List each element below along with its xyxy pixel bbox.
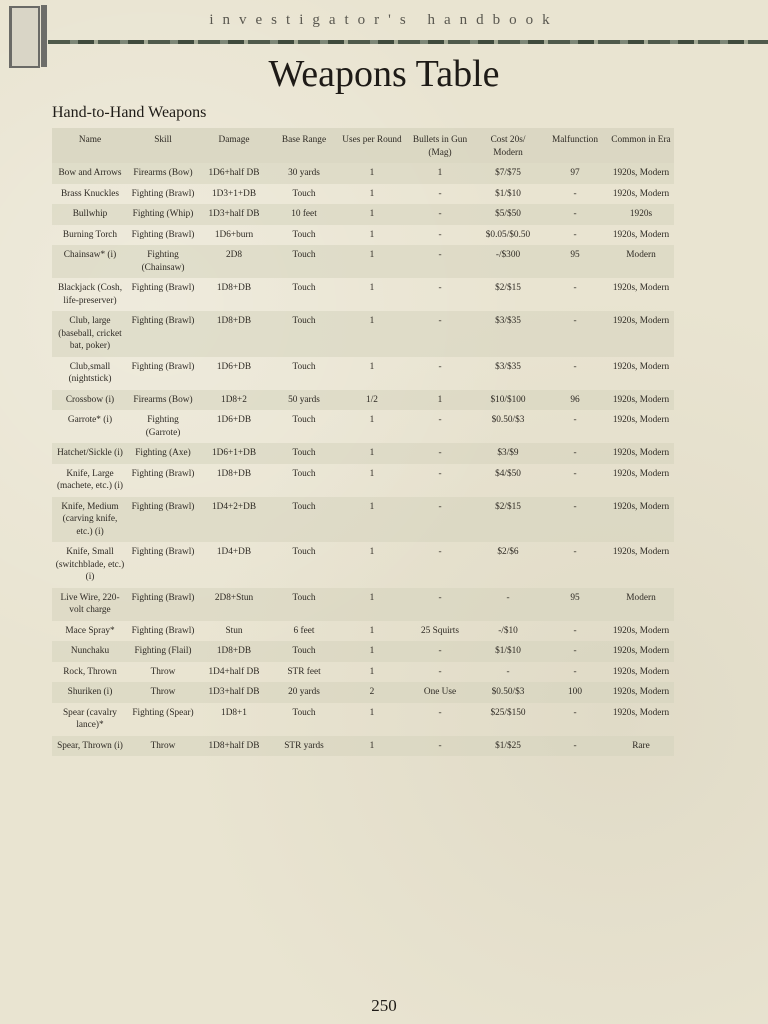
table-cell: 1D4+half DB [208,666,260,677]
table-row [52,736,674,757]
table-cell: $2/$6 [497,547,519,557]
table-cell: Stun [225,625,243,636]
table-cell: 1 [369,707,375,718]
table-cell: Brass Knuckles [60,188,120,199]
table-cell: 1 [369,415,375,425]
table-cell: Fighting (Whip) [128,204,198,225]
table-cell: 1920s, Modern [608,311,674,357]
table-cell: $1/$10 [495,188,521,199]
table-cell: 1920s, Modern [608,443,674,464]
table-cell: 1 [369,188,375,199]
table-cell: Fighting (Brawl) [128,588,198,621]
table-cell: $3/$35 [474,311,542,357]
column-header: Malfunction [542,128,608,163]
table-row [52,390,674,411]
table-row [52,225,674,246]
table-cell: 1 [338,204,406,225]
table-cell: - [438,188,442,199]
table-cell: 1 [338,163,406,184]
table-row [52,641,674,662]
table-cell: Touch [270,245,338,278]
table-cell: Touch [270,641,338,662]
table-cell: 1920s, Modern [608,163,674,184]
table-cell: -/$300 [474,245,542,278]
table-cell: Touch [292,547,316,557]
column-header: Damage [198,128,270,163]
table-cell: 1920s, Modern [608,641,674,662]
table-cell: 1D3+1+DB [211,188,257,199]
table-cell: Blackjack (Cosh, life-preserver) [57,283,123,306]
table-row [52,588,674,621]
table-cell: 1D8+1 [221,707,247,718]
table-cell: - [438,666,442,677]
table-cell: Nunchaku [52,641,128,662]
table-cell: 1920s, Modern [612,283,670,293]
table-cell: - [573,547,577,557]
table-cell: Modern [608,588,674,621]
table-cell: $25/$150 [490,707,526,718]
table-cell: Live Wire, 220-volt charge [52,588,128,621]
table-cell: - [573,707,577,718]
table-cell: Hatchet/Sickle (i) [52,443,128,464]
table-cell: - [406,204,474,225]
table-cell: Throw [150,666,176,677]
table-cell: 2D8+Stun [198,588,270,621]
table-cell: Throw [128,736,198,757]
table-cell: Fighting (Brawl) [131,229,195,240]
table-cell: - [506,666,510,677]
table-header-row [52,128,674,163]
table-cell: Knife, Medium (carving knife, etc.) (i) [52,497,128,543]
table-cell: Fighting (Brawl) [131,188,195,199]
table-cell: Bow and Arrows [52,163,128,184]
table-cell: Touch [292,707,316,718]
table-cell: Fighting (Brawl) [128,497,198,543]
table-cell: $0.05/$0.50 [485,229,531,240]
table-cell: 1D4+2+DB [198,497,270,543]
table-cell: 1920s, Modern [608,682,674,703]
table-cell: - [406,588,474,621]
table-cell: 1D8+2 [198,390,270,411]
table-cell: 1920s, Modern [612,229,670,240]
table-cell: 1 [406,390,474,411]
table-cell: 6 feet [293,625,315,636]
table-cell: 1D4+DB [216,547,252,557]
table-cell: $2/$15 [495,283,521,293]
table-cell: - [573,666,577,677]
table-cell: Touch [292,188,316,199]
table-cell: $10/$100 [474,390,542,411]
table-row [52,184,674,205]
table-cell: Firearms (Bow) [128,390,198,411]
table-cell: 1 [338,736,406,757]
table-cell: - [406,497,474,543]
table-cell: Throw [128,682,198,703]
table-cell: Fighting (Brawl) [131,547,195,557]
table-cell: 1 [369,625,375,636]
table-cell: Fighting (Chainsaw) [128,245,198,278]
table-cell: 1 [338,641,406,662]
table-cell: 1D3+half DB [198,682,270,703]
table-cell: Touch [292,468,316,479]
table-row [52,464,674,497]
table-cell: 1920s, Modern [612,707,670,718]
table-row [52,542,674,588]
table-cell: 97 [542,163,608,184]
table-cell: - [406,736,474,757]
table-row [52,682,674,703]
table-cell: $3/$9 [474,443,542,464]
table-cell: - [406,311,474,357]
table-cell: 1 [369,666,375,677]
table-cell: 1D8+half DB [198,736,270,757]
table-cell: $1/$10 [474,641,542,662]
table-cell: - [542,311,608,357]
table-row [52,278,674,311]
column-header: Common in Era [608,128,674,163]
table-row [52,357,674,390]
table-row [52,163,674,184]
table-cell: 1920s [608,204,674,225]
table-cell: 1D8+DB [198,311,270,357]
table-cell: 1 [338,588,406,621]
table-cell: - [438,361,442,372]
table-cell: 1D8+DB [216,468,252,479]
table-row [52,245,674,278]
table-cell: 1 [369,547,375,557]
page-number: 250 [371,996,397,1015]
table-cell: Touch [292,229,316,240]
section-heading: Hand-to-Hand Weapons [52,104,207,121]
table-cell: 1920s, Modern [612,625,670,636]
table-cell: 1 [369,283,375,293]
table-cell: Touch [270,588,338,621]
table-cell: Fighting (Flail) [128,641,198,662]
table-cell: $0.50/$3 [491,415,525,425]
table-cell: - [542,204,608,225]
table-cell: 1D6+DB [216,361,252,372]
table-cell: Fighting (Brawl) [131,361,195,372]
table-cell: - [438,415,442,425]
table-cell: - [542,443,608,464]
table-cell: Spear, Thrown (i) [52,736,128,757]
table-cell: $0.50/$3 [474,682,542,703]
table-cell: - [438,707,442,718]
table-cell: Rare [608,736,674,757]
running-head: investigator's handbook [209,12,559,28]
table-cell: -/$10 [498,625,518,636]
table-cell: 25 Squirts [421,625,459,636]
table-cell: 1 [338,245,406,278]
table-cell: - [438,547,442,557]
column-header: Uses per Round [338,128,406,163]
table-cell: 1D8+DB [198,641,270,662]
table-cell: Spear (cavalry lance)* [63,707,117,730]
table-cell: Modern [608,245,674,278]
table-row [52,311,674,357]
column-header: Cost 20s/ Modern [474,128,542,163]
table-cell: 1 [338,311,406,357]
table-cell: Fighting (Brawl) [131,625,195,636]
table-cell: 1920s, Modern [612,666,670,677]
table-row [52,621,674,642]
table-cell: Touch [270,311,338,357]
table-cell: - [573,625,577,636]
column-header: Bullets in Gun (Mag) [406,128,474,163]
table-row [52,443,674,464]
table-cell: $5/$50 [474,204,542,225]
table-cell: - [542,641,608,662]
table-cell: Knife, Small (switchblade, etc.) (i) [55,547,125,582]
table-cell: $7/$75 [474,163,542,184]
table-cell: - [406,443,474,464]
table-cell: 1920s, Modern [608,390,674,411]
table-cell: Bullwhip [52,204,128,225]
table-cell: 1920s, Modern [608,497,674,543]
table-cell: Fighting (Garrote) [145,415,181,438]
header-rule [48,40,768,44]
table-cell: Shuriken (i) [52,682,128,703]
table-cell: 30 yards [270,163,338,184]
table-cell: Crossbow (i) [52,390,128,411]
table-cell: Touch [292,415,316,425]
table-cell: 20 yards [270,682,338,703]
page-title: Weapons Table [268,53,500,95]
table-cell: - [406,245,474,278]
table-cell: Club,small (nightstick) [68,361,112,384]
table-row [52,410,674,443]
table-cell: - [406,641,474,662]
table-row [52,703,674,736]
table-cell: 1920s, Modern [612,361,670,372]
table-cell: - [573,283,577,293]
table-cell: 1 [338,497,406,543]
table-cell: $1/$25 [474,736,542,757]
table-cell: 1D8+DB [216,283,252,293]
table-cell: 10 feet [270,204,338,225]
table-cell: - [573,188,577,199]
table-cell: - [438,283,442,293]
table-cell: Fighting (Brawl) [128,311,198,357]
table-cell: 1920s, Modern [612,547,670,557]
table-cell: 95 [542,245,608,278]
table-cell: 1D6+1+DB [198,443,270,464]
weapons-table [52,128,674,756]
table-cell: 1D3+half DB [198,204,270,225]
table-cell: 2 [338,682,406,703]
table-cell: 1920s, Modern [612,468,670,479]
table-cell: STR feet [287,666,321,677]
table-cell: Touch [292,283,316,293]
table-cell: 1/2 [338,390,406,411]
table-cell: Touch [270,443,338,464]
table-cell: 2D8 [198,245,270,278]
table-cell: One Use [406,682,474,703]
column-header: Skill [128,128,198,163]
table-cell: 96 [542,390,608,411]
table-cell: - [573,229,577,240]
table-cell: Garrote* (i) [67,415,113,425]
table-cell: - [573,468,577,479]
table-cell: - [438,229,442,240]
column-header: Base Range [270,128,338,163]
table-cell: Touch [292,361,316,372]
table-cell: Chainsaw* (i) [52,245,128,278]
table-cell: $4/$50 [495,468,521,479]
table-cell: Touch [270,497,338,543]
table-cell: $3/$35 [495,361,521,372]
table-cell: 1D6+half DB [198,163,270,184]
table-cell: 1 [369,468,375,479]
table-cell: - [542,497,608,543]
table-cell: Fighting (Spear) [132,707,194,718]
table-cell: 1D6+burn [214,229,254,240]
table-cell: 95 [542,588,608,621]
table-cell: - [573,415,577,425]
table-cell: 50 yards [270,390,338,411]
table-row [52,497,674,543]
table-cell: Mace Spray* [65,625,115,636]
table-cell: Rock, Thrown [63,666,117,677]
table-cell: Firearms (Bow) [128,163,198,184]
table-cell: $2/$15 [474,497,542,543]
table-cell: 1D6+DB [216,415,252,425]
table-cell: - [573,361,577,372]
table-cell: 100 [542,682,608,703]
table-cell: 1 [406,163,474,184]
table-cell: 1 [369,361,375,372]
column-header: Name [52,128,128,163]
table-cell: - [542,736,608,757]
table-cell: - [474,588,542,621]
table-cell: Fighting (Brawl) [131,468,195,479]
table-cell: STR yards [270,736,338,757]
table-cell: Burning Torch [62,229,118,240]
table-cell: Knife, Large (machete, etc.) (i) [56,468,124,491]
table-cell: Club, large (baseball, cricket bat, poker) [52,311,128,357]
table-cell: Fighting (Brawl) [131,283,195,293]
table-cell: - [438,468,442,479]
table-cell: Fighting (Axe) [128,443,198,464]
table-cell: 1 [369,229,375,240]
table-row [52,204,674,225]
table-cell: 1920s, Modern [612,415,670,425]
table-body [52,163,674,756]
table-row [52,662,674,683]
table-cell: 1920s, Modern [612,188,670,199]
table-cell: 1 [338,443,406,464]
